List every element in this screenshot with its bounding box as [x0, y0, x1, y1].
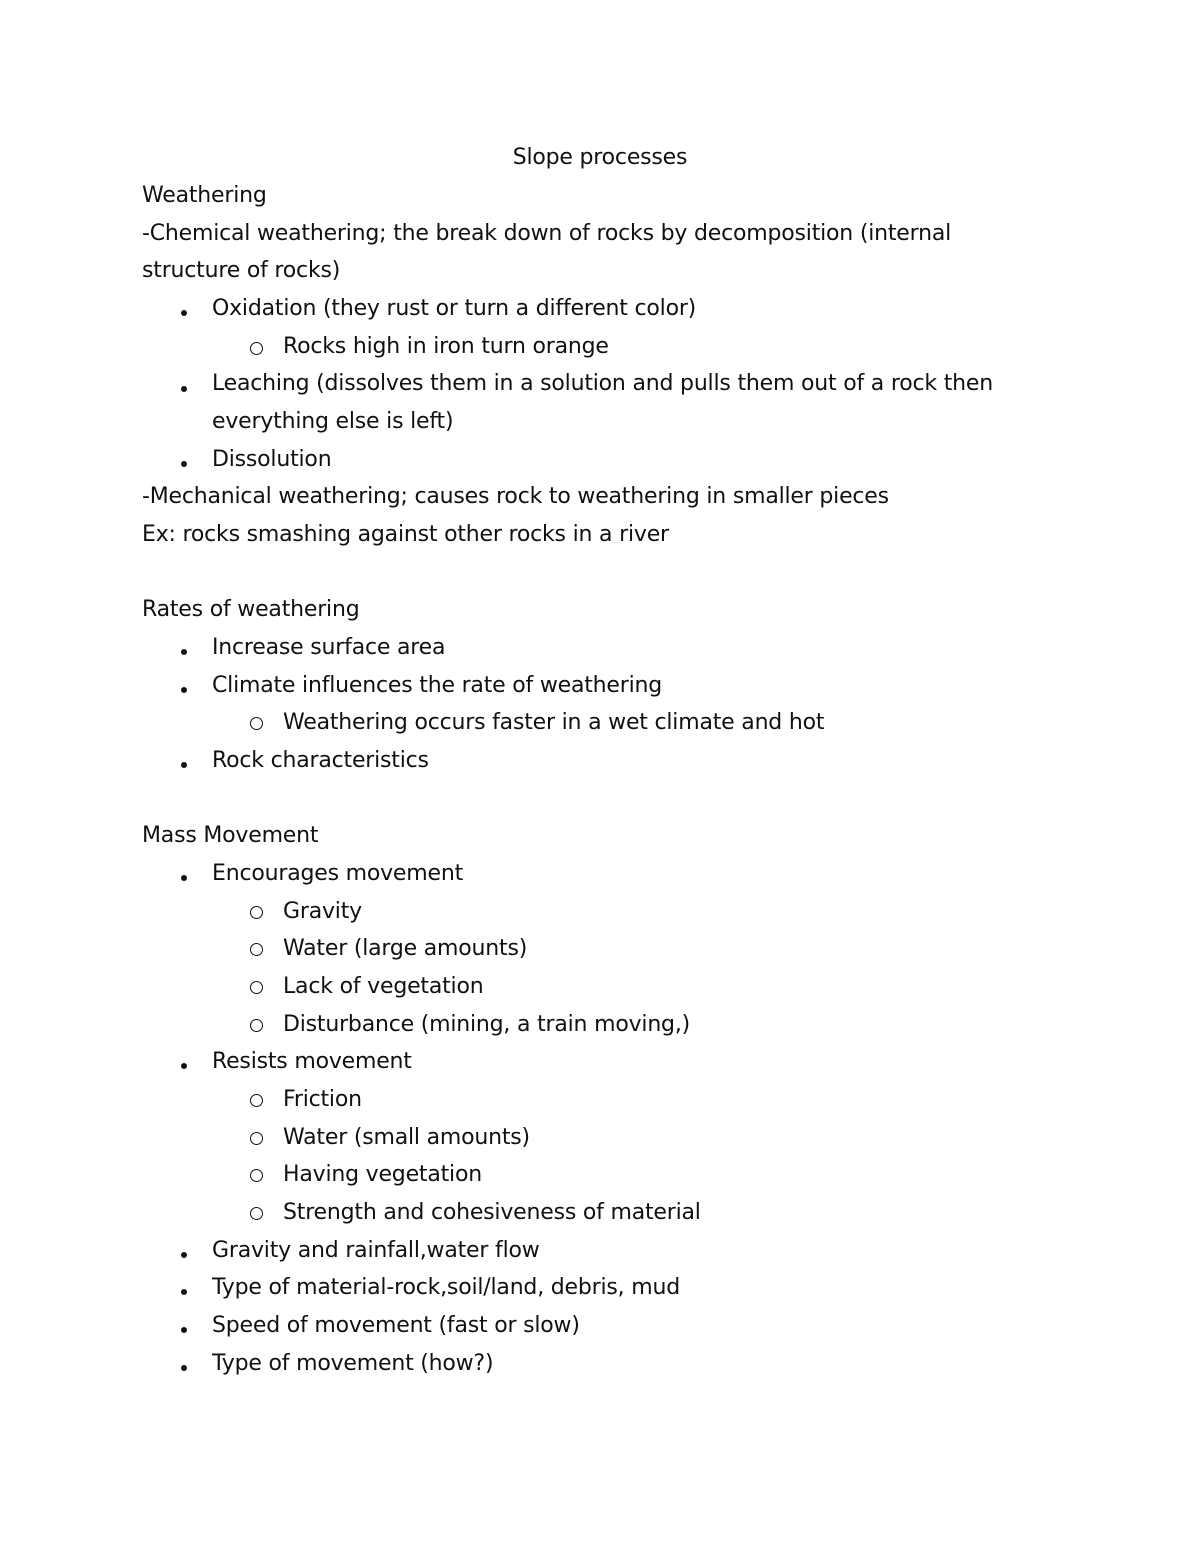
page-title: Slope processes — [512, 145, 688, 170]
list-item-dissolution: Dissolution — [212, 447, 332, 472]
bullet-circle-icon — [250, 717, 263, 730]
list-item-speed: Speed of movement (fast or slow) — [212, 1313, 580, 1338]
bullet-circle-icon — [250, 906, 263, 919]
bullet-dot-icon — [181, 762, 187, 768]
list-subitem-iron: Rocks high in iron turn orange — [283, 334, 609, 359]
list-subitem-friction: Friction — [283, 1087, 362, 1112]
list-subitem-disturbance: Disturbance (mining, a train moving,) — [283, 1012, 691, 1037]
mechanical-weathering-line: -Mechanical weathering; causes rock to weathering in smaller pieces — [142, 484, 889, 509]
list-item-leaching-line-1: Leaching (dissolves them in a solution and pulls them out of a rock then — [212, 371, 993, 396]
section-heading-weathering: Weathering — [142, 183, 267, 208]
bullet-dot-icon — [181, 386, 187, 392]
bullet-dot-icon — [181, 1365, 187, 1371]
example-line: Ex: rocks smashing against other rocks in a river — [142, 522, 669, 547]
list-item-surface-area: Increase surface area — [212, 635, 446, 660]
list-item-type-material: Type of material-rock,soil/land, debris, mud — [212, 1275, 680, 1300]
list-item-rock-characteristics: Rock characteristics — [212, 748, 429, 773]
list-subitem-lack-vegetation: Lack of vegetation — [283, 974, 484, 999]
list-subitem-wet-climate: Weathering occurs faster in a wet climate and hot — [283, 710, 825, 735]
chemical-weathering-line-1: -Chemical weathering; the break down of rocks by decomposition (internal — [142, 221, 952, 246]
bullet-dot-icon — [181, 687, 187, 693]
bullet-circle-icon — [250, 1094, 263, 1107]
bullet-circle-icon — [250, 1019, 263, 1032]
list-subitem-gravity: Gravity — [283, 899, 362, 924]
list-item-gravity-rainfall: Gravity and rainfall,water flow — [212, 1238, 540, 1263]
bullet-dot-icon — [181, 310, 187, 316]
list-item-type-movement: Type of movement (how?) — [212, 1351, 494, 1376]
bullet-dot-icon — [181, 1289, 187, 1295]
section-heading-mass-movement: Mass Movement — [142, 823, 319, 848]
list-item-leaching-line-2: everything else is left) — [212, 409, 454, 434]
list-subitem-having-vegetation: Having vegetation — [283, 1162, 482, 1187]
bullet-dot-icon — [181, 1252, 187, 1258]
list-item-climate: Climate influences the rate of weathering — [212, 673, 663, 698]
list-item-oxidation: Oxidation (they rust or turn a different color) — [212, 296, 697, 321]
bullet-dot-icon — [181, 1327, 187, 1333]
section-heading-rates: Rates of weathering — [142, 597, 360, 622]
list-item-encourages: Encourages movement — [212, 861, 464, 886]
list-subitem-water-large: Water (large amounts) — [283, 936, 528, 961]
bullet-dot-icon — [181, 649, 187, 655]
bullet-dot-icon — [181, 1063, 187, 1069]
bullet-dot-icon — [181, 461, 187, 467]
list-subitem-strength: Strength and cohesiveness of material — [283, 1200, 701, 1225]
list-subitem-water-small: Water (small amounts) — [283, 1125, 530, 1150]
bullet-circle-icon — [250, 1132, 263, 1145]
chemical-weathering-line-2: structure of rocks) — [142, 258, 341, 283]
bullet-circle-icon — [250, 1169, 263, 1182]
bullet-dot-icon — [181, 875, 187, 881]
bullet-circle-icon — [250, 342, 263, 355]
list-item-resists: Resists movement — [212, 1049, 412, 1074]
bullet-circle-icon — [250, 943, 263, 956]
bullet-circle-icon — [250, 1207, 263, 1220]
bullet-circle-icon — [250, 981, 263, 994]
